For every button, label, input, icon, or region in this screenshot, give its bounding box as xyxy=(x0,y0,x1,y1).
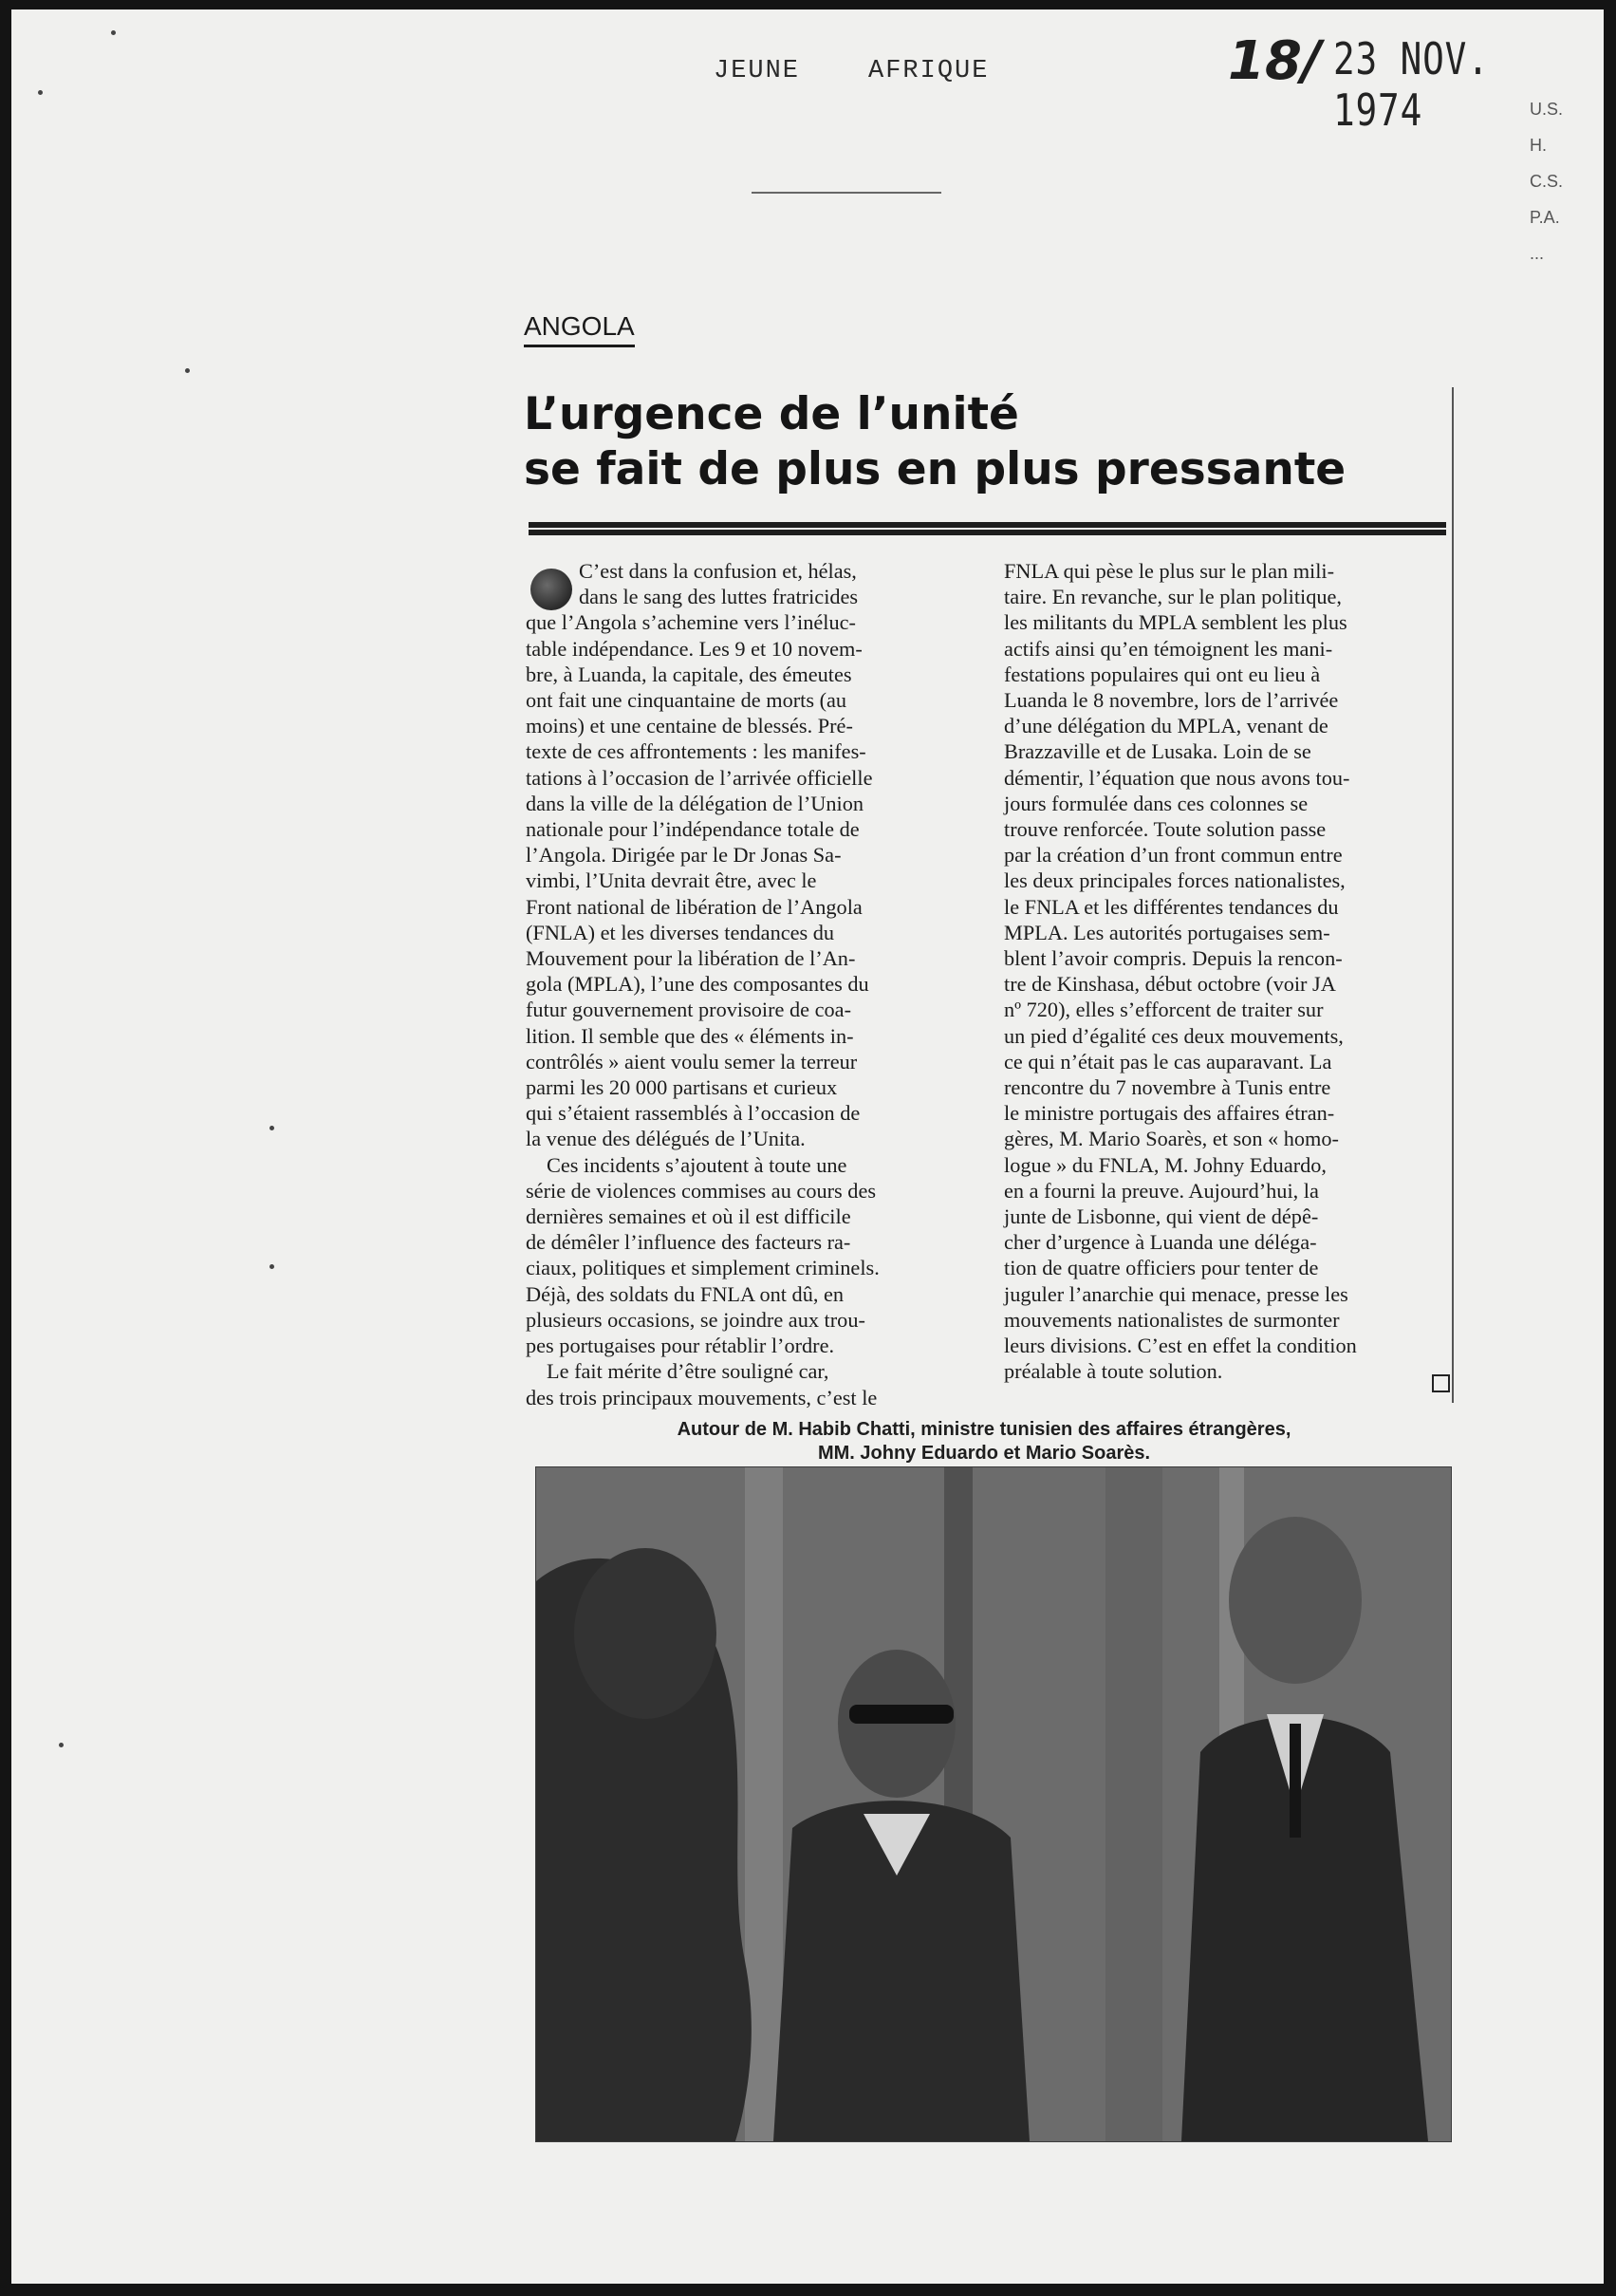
text-line: un pied d’égalité ces deux mouvements, xyxy=(1004,1023,1344,1048)
text-line: futur gouvernement provisoire de coa- xyxy=(526,998,851,1022)
text-line: Ces incidents s’ajoutent à toute une xyxy=(547,1152,847,1177)
margin-notes xyxy=(1530,91,1604,271)
text-line: bre, à Luanda, la capitale, des émeutes xyxy=(526,662,852,686)
publication-name xyxy=(714,57,989,85)
text-line: préalable à toute solution. xyxy=(1004,1359,1223,1384)
text-line: ont fait une cinquantaine de morts (au xyxy=(526,688,847,713)
text-line: taire. En revanche, sur le plan politique, xyxy=(1004,585,1342,609)
paper-speck xyxy=(185,368,190,373)
text-line: texte de ces affrontements : les manifes- xyxy=(526,739,866,764)
text-line: Mouvement pour la libération de l’An- xyxy=(526,946,856,971)
text-line: de démêler l’influence des facteurs ra- xyxy=(526,1230,851,1255)
headline-rule xyxy=(529,522,1446,537)
text-line: actifs ainsi qu’en témoignent les mani- xyxy=(1004,636,1333,661)
margin-note: C.S. xyxy=(1530,172,1564,191)
column-rule xyxy=(1452,387,1454,1403)
text-line: table indépendance. Les 9 et 10 novem- xyxy=(526,636,863,661)
text-line: vimbi, l’Unita devrait être, avec le xyxy=(526,868,817,893)
text-line: Le fait mérite d’être souligné car, xyxy=(547,1359,829,1384)
news-photo xyxy=(536,1467,1451,2141)
caption-line: MM. Johny Eduardo et Mario Soarès. xyxy=(817,1443,1151,1464)
text-line: tre de Kinshasa, début octobre (voir JA xyxy=(1004,972,1336,997)
paper-speck xyxy=(111,30,116,35)
photo-caption xyxy=(543,1418,1425,1465)
text-line: tations à l’occasion de l’arrivée officielle xyxy=(526,765,873,790)
document-sheet xyxy=(11,9,1604,2284)
text-line: que l’Angola s’achemine vers l’inéluc- xyxy=(526,610,856,635)
text-line: le ministre portugais des affaires étran- xyxy=(1004,1101,1335,1126)
text-line: par la création d’un front commun entre xyxy=(1004,843,1343,868)
text-line: Brazzaville et de Lusaka. Loin de se xyxy=(1004,739,1311,764)
text-line: dernières semaines et où il est difficile xyxy=(526,1204,851,1229)
margin-note: P.A. xyxy=(1530,208,1560,227)
section-label: ANGOLA xyxy=(524,311,635,347)
text-line: festations populaires qui ont eu lieu à xyxy=(1004,662,1321,686)
text-line: tion de quatre officiers pour tenter de xyxy=(1004,1256,1319,1280)
text-line: Luanda le 8 novembre, lors de l’arrivée xyxy=(1004,688,1339,713)
text-line: juguler l’anarchie qui menace, presse les xyxy=(1004,1281,1348,1306)
paper-speck xyxy=(38,90,43,95)
text-line: l’Angola. Dirigée par le Dr Jonas Sa- xyxy=(526,843,842,868)
text-line: MPLA. Les autorités portugaises sem- xyxy=(1004,920,1330,944)
text-line: Front national de libération de l’Angola xyxy=(526,894,863,919)
text-line: les deux principales forces nationalistes, xyxy=(1004,868,1346,893)
text-line: gères, M. Mario Soarès, et son « homo- xyxy=(1004,1127,1339,1151)
text-line: ciaux, politiques et simplement criminels. xyxy=(526,1256,880,1280)
text-line: les militants du MPLA semblent les plus xyxy=(1004,610,1347,635)
text-line: moins) et une centaine de blessés. Pré- xyxy=(526,714,853,738)
text-line: dans la ville de la délégation de l’Union xyxy=(526,791,864,815)
margin-note: H. xyxy=(1530,136,1547,155)
headline-line: L’urgence de l’unité xyxy=(524,388,1019,440)
text-line: mouvements nationalistes de surmonter xyxy=(1004,1307,1340,1332)
text-line: lition. Il semble que des « éléments in- xyxy=(526,1023,854,1048)
text-line: rencontre du 7 novembre à Tunis entre xyxy=(1004,1075,1331,1100)
article-headline xyxy=(524,387,1378,497)
text-line: gola (MPLA), l’une des composantes du xyxy=(526,972,869,997)
publication-name-right: AFRIQUE xyxy=(868,57,990,85)
caption-line: Autour de M. Habib Chatti, ministre tunisien des affaires étrangères, xyxy=(677,1419,1291,1440)
text-line: démentir, l’équation que nous avons tou- xyxy=(1004,765,1350,790)
text-line: ce qui n’était pas le cas auparavant. La xyxy=(1004,1049,1332,1073)
text-line: série de violences commises au cours des xyxy=(526,1178,877,1203)
text-line: le FNLA et les différentes tendances du xyxy=(1004,894,1339,919)
text-line: dans le sang des luttes fratricides xyxy=(579,585,859,609)
handwritten-number: 18/ xyxy=(1228,30,1322,92)
text-line: nationale pour l’indépendance totale de xyxy=(526,817,860,842)
text-line: contrôlés » aient voulu semer la terreur xyxy=(526,1049,858,1073)
text-line: C’est dans la confusion et, hélas, xyxy=(579,559,857,583)
text-line: d’une délégation du MPLA, venant de xyxy=(1004,714,1328,738)
text-line: Déjà, des soldats du FNLA ont dû, en xyxy=(526,1281,845,1306)
text-line: nº 720), elles s’efforcent de traiter sur xyxy=(1004,998,1324,1022)
publication-name-left: JEUNE xyxy=(714,57,801,85)
text-line: plusieurs occasions, se joindre aux trou- xyxy=(526,1307,865,1332)
text-line: logue » du FNLA, M. Johny Eduardo, xyxy=(1004,1152,1328,1177)
paper-speck xyxy=(269,1264,274,1269)
text-line: leurs divisions. C’est en effet la condition xyxy=(1004,1334,1357,1358)
text-line: junte de Lisbonne, qui vient de dépê- xyxy=(1004,1204,1319,1229)
end-of-article-mark xyxy=(1432,1374,1450,1392)
text-line: la venue des délégués de l’Unita. xyxy=(526,1127,806,1151)
text-line: qui s’étaient rassemblés à l’occasion de xyxy=(526,1101,861,1126)
news-photo-figures xyxy=(536,1467,1451,2141)
text-line: en a fourni la preuve. Aujourd’hui, la xyxy=(1004,1178,1319,1203)
date-stamp: 23 NOV. 1974 xyxy=(1333,33,1490,136)
text-line: FNLA qui pèse le plus sur le plan mili- xyxy=(1004,559,1335,583)
text-line: jours formulée dans ces colonnes se xyxy=(1004,791,1309,815)
text-line: trouve renforcée. Toute solution passe xyxy=(1004,817,1327,842)
article-column-right xyxy=(1004,558,1450,1385)
text-line: (FNLA) et les diverses tendances du xyxy=(526,920,835,944)
article-column-left xyxy=(526,558,972,1410)
margin-note: U.S. xyxy=(1530,100,1564,119)
headline-line: se fait de plus en plus pressante xyxy=(524,443,1347,495)
text-line: parmi les 20 000 partisans et curieux xyxy=(526,1075,838,1100)
header-divider xyxy=(752,192,941,194)
text-line: pes portugaises pour rétablir l’ordre. xyxy=(526,1334,835,1358)
text-line: blent l’avoir compris. Depuis la rencon- xyxy=(1004,946,1343,971)
paper-speck xyxy=(59,1743,64,1747)
text-line: cher d’urgence à Luanda une déléga- xyxy=(1004,1230,1317,1255)
text-line: des trois principaux mouvements, c’est le xyxy=(526,1385,878,1409)
margin-note: ... xyxy=(1530,244,1545,263)
paper-speck xyxy=(269,1126,274,1130)
